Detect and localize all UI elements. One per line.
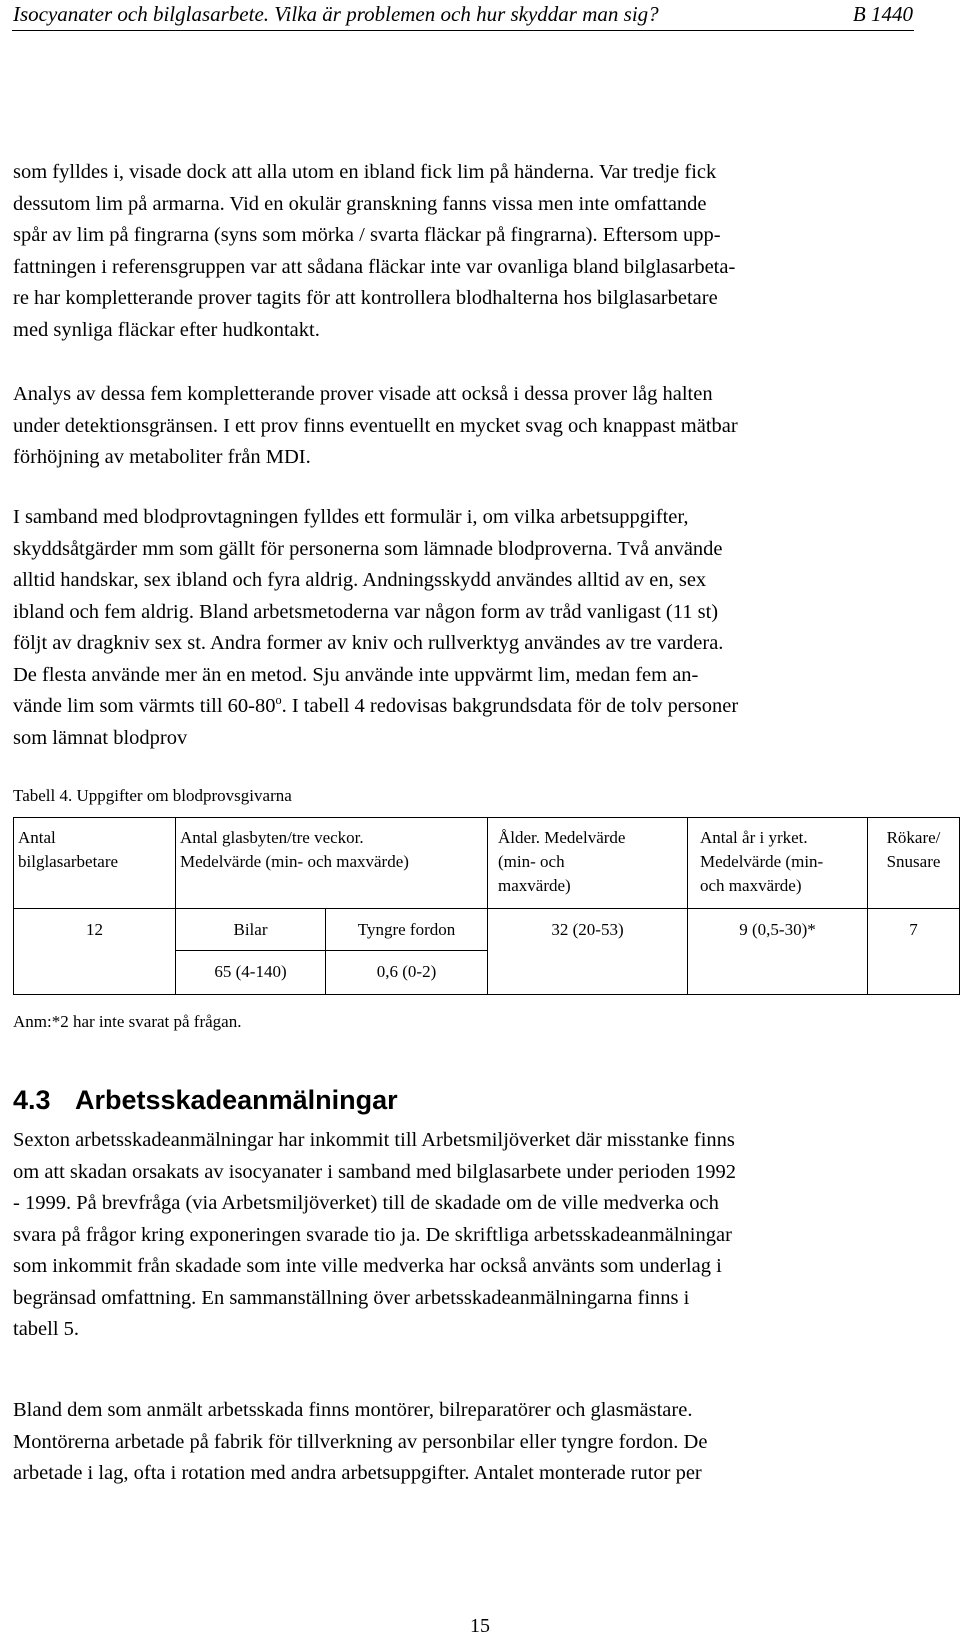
table-cell bbox=[326, 951, 488, 995]
data-table bbox=[13, 817, 960, 995]
header-code: B 1440 bbox=[852, 2, 913, 26]
paragraph-4 bbox=[13, 1125, 915, 1346]
header-line: Antal bbox=[18, 828, 56, 847]
table-cell bbox=[868, 909, 960, 995]
header-rule bbox=[12, 30, 914, 31]
table-cell bbox=[176, 909, 326, 951]
text-line: Montörerna arbetade på fabrik för tillverkning av personbilar eller tyngre fordon. De bbox=[13, 1430, 708, 1453]
table-caption: Tabell 4. Uppgifter om blodprovsgivarna bbox=[13, 786, 292, 805]
table-row bbox=[14, 909, 960, 951]
paragraph-5 bbox=[13, 1395, 915, 1490]
cell-value: 12 bbox=[86, 920, 103, 939]
text-segment: vände lim som värmts till 60-80 bbox=[13, 695, 276, 717]
text-line: alltid handskar, sex ibland och fyra aldrig. Andningsskydd användes alltid av en, sex bbox=[13, 569, 707, 591]
header-line: Snusare bbox=[886, 852, 941, 871]
text-segment: . I tabell 4 redovisas bakgrundsdata för de tolv personer bbox=[281, 695, 739, 717]
header-line: (min- och bbox=[498, 852, 565, 871]
cell-value: Bilar bbox=[233, 920, 268, 939]
header-line: Medelvärde (min- bbox=[700, 852, 824, 871]
header-line: Medelvärde (min- och maxvärde) bbox=[180, 852, 409, 871]
table-cell bbox=[176, 951, 326, 995]
text-line: fattningen i referensgruppen var att sådana fläckar inte var ovanliga bland bilglasarbeta- bbox=[13, 255, 736, 278]
text-line: spår av lim på fingrarna (syns som mörka / svarta fläckar på fingrarna). Eftersom upp- bbox=[13, 224, 721, 246]
text-line: som lämnat blodprov bbox=[13, 726, 188, 749]
text-line: ibland och fem aldrig. Bland arbetsmetoderna var någon form av tråd vanligast (11 st) bbox=[13, 600, 719, 623]
cell-value: Tyngre fordon bbox=[357, 920, 456, 939]
text-line: re har kompletterande prover tagits för att kontrollera blodhalterna hos bilglasarbetare bbox=[13, 287, 718, 309]
table-header-cell bbox=[14, 818, 176, 909]
text-line: svara på frågor kring exponeringen svarade tio ja. De skriftliga arbetsskadeanmälningar bbox=[13, 1223, 732, 1246]
text-line: skyddsåtgärder mm som gällt för personerna som lämnade blodproverna. Två använde bbox=[13, 537, 723, 560]
text-line: tabell 5. bbox=[13, 1318, 80, 1340]
table-header-cell bbox=[176, 818, 488, 909]
text-line: följt av dragkniv sex st. Andra former av kniv och rullverktyg användes av tre vardera. bbox=[13, 632, 724, 654]
header-line: och maxvärde) bbox=[700, 876, 802, 895]
text-line: - 1999. På brevfråga (via Arbetsmiljöverket) till de skadade om de ville medverka och bbox=[13, 1192, 719, 1214]
header-line: Rökare/ bbox=[886, 828, 941, 847]
cell-value: 7 bbox=[909, 920, 918, 939]
table-cell bbox=[688, 909, 868, 995]
table-note: Anm:*2 har inte svarat på frågan. bbox=[13, 1012, 242, 1031]
paragraph-3 bbox=[13, 502, 915, 754]
table-header-cell bbox=[488, 818, 688, 909]
section-heading bbox=[13, 1085, 398, 1116]
table-header-cell bbox=[868, 818, 960, 909]
table-cell bbox=[488, 909, 688, 995]
text-line: förhöjning av metaboliter från MDI. bbox=[13, 446, 311, 468]
table-header-row bbox=[14, 818, 960, 909]
header-line: Ålder. Medelvärde bbox=[498, 828, 626, 847]
degree-superscript: o bbox=[275, 693, 282, 708]
header-title: Isocyanater och bilglasarbete. Vilka är problemen och hur skyddar man sig? bbox=[13, 2, 659, 26]
text-line: om att skadan orsakats av isocyanater i samband med bilglasarbete under perioden 1992 bbox=[13, 1160, 736, 1183]
paragraph-1 bbox=[13, 157, 915, 346]
text-line: I samband med blodprovtagningen fylldes ett formulär i, om vilka arbetsuppgifter, bbox=[13, 506, 689, 528]
table-cell bbox=[14, 909, 176, 995]
page-number: 15 bbox=[470, 1615, 490, 1637]
text-line: med synliga fläckar efter hudkontakt. bbox=[13, 318, 320, 341]
text-line: under detektionsgränsen. I ett prov finns eventuellt en mycket svag och knappast mätbar bbox=[13, 414, 738, 437]
header-line: Antal glasbyten/tre veckor. bbox=[180, 828, 364, 847]
cell-value: 0,6 (0-2) bbox=[376, 962, 437, 981]
cell-value: 32 (20-53) bbox=[551, 920, 624, 939]
text-line: dessutom lim på armarna. Vid en okulär granskning fanns vissa men inte omfattande bbox=[13, 192, 707, 215]
text-line: Sexton arbetsskadeanmälningar har inkommit till Arbetsmiljöverket där misstanke finns bbox=[13, 1129, 735, 1151]
header-line: Antal år i yrket. bbox=[700, 828, 808, 847]
header-line: maxvärde) bbox=[498, 876, 571, 895]
section-title: Arbetsskadeanmälningar bbox=[75, 1085, 398, 1115]
paragraph-2 bbox=[13, 379, 915, 474]
cell-value: 65 (4-140) bbox=[214, 962, 287, 981]
table-cell bbox=[326, 909, 488, 951]
text-line: som fylldes i, visade dock att alla utom en ibland fick lim på händerna. Var tredje fick bbox=[13, 161, 717, 183]
text-line: som inkommit från skadade som inte ville medverka har också använts som underlag i bbox=[13, 1255, 722, 1277]
text-line: Analys av dessa fem kompletterande prover visade att också i dessa prover låg halten bbox=[13, 383, 713, 405]
text-line-with-superscript bbox=[13, 691, 915, 723]
text-line: Bland dem som anmält arbetsskada finns montörer, bilreparatörer och glasmästare. bbox=[13, 1399, 693, 1421]
section-number: 4.3 bbox=[13, 1085, 51, 1115]
cell-value: 9 (0,5-30)* bbox=[739, 920, 816, 939]
text-line: begränsad omfattning. En sammanställning över arbetsskadeanmälningarna finns i bbox=[13, 1286, 690, 1309]
header-line: bilglasarbetare bbox=[18, 852, 119, 871]
text-line: De flesta använde mer än en metod. Sju använde inte uppvärmt lim, medan fem an- bbox=[13, 663, 699, 686]
table-header-cell bbox=[688, 818, 868, 909]
text-line: arbetade i lag, ofta i rotation med andra arbetsuppgifter. Antalet monterade rutor per bbox=[13, 1462, 702, 1484]
